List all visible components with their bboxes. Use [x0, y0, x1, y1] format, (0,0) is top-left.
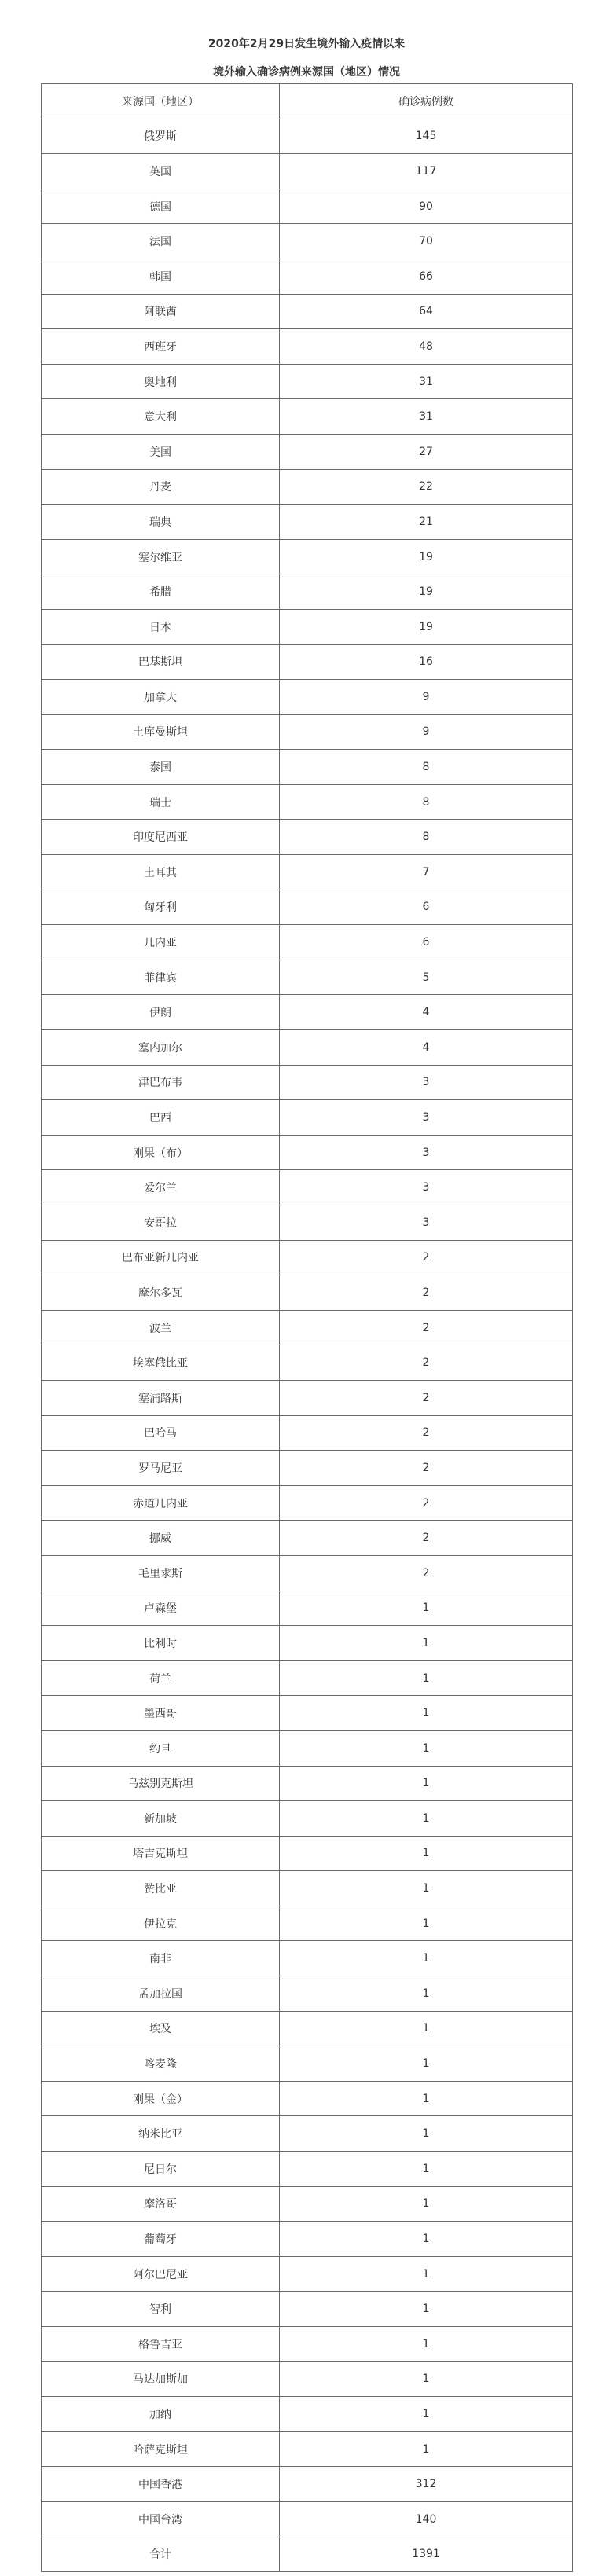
cases-cell: 1 — [280, 1696, 573, 1731]
cases-cell: 1 — [280, 1766, 573, 1801]
table-row — [42, 154, 573, 189]
country-cell: 加拿大 — [42, 680, 280, 715]
table-row — [42, 1240, 573, 1275]
table-row — [42, 1730, 573, 1766]
table-row — [42, 2081, 573, 2116]
table-row — [42, 2397, 573, 2432]
cases-cell: 2 — [280, 1485, 573, 1521]
cases-cell: 1 — [280, 2431, 573, 2467]
table-row — [42, 2116, 573, 2152]
source-country-table — [41, 83, 573, 2572]
country-cell: 南非 — [42, 1941, 280, 1976]
cases-cell: 1 — [280, 1941, 573, 1976]
table-body — [42, 119, 573, 2572]
cases-cell: 6 — [280, 890, 573, 925]
table-row — [42, 224, 573, 259]
country-cell: 几内亚 — [42, 925, 280, 960]
country-cell: 西班牙 — [42, 329, 280, 365]
country-cell: 赞比亚 — [42, 1871, 280, 1906]
table-row — [42, 1345, 573, 1381]
cases-cell: 5 — [280, 960, 573, 995]
table-row — [42, 750, 573, 785]
cases-cell: 1 — [280, 1801, 573, 1837]
cases-cell: 2 — [280, 1415, 573, 1451]
table-row — [42, 2292, 573, 2327]
cases-cell: 2 — [280, 1240, 573, 1275]
table-row — [42, 855, 573, 890]
table-row — [42, 2152, 573, 2187]
cases-cell: 1391 — [280, 2537, 573, 2572]
table-row — [42, 1521, 573, 1556]
table-row — [42, 2011, 573, 2046]
table-row — [42, 1906, 573, 1941]
table-row — [42, 1380, 573, 1415]
country-cell: 巴西 — [42, 1100, 280, 1136]
country-cell: 格鲁吉亚 — [42, 2327, 280, 2362]
table-row — [42, 2222, 573, 2257]
cases-cell: 2 — [280, 1555, 573, 1591]
cases-cell: 1 — [280, 2327, 573, 2362]
cases-cell: 117 — [280, 154, 573, 189]
cases-cell: 1 — [280, 2292, 573, 2327]
country-cell: 墨西哥 — [42, 1696, 280, 1731]
page-title: 2020年2月29日发生境外输入疫情以来 — [207, 38, 406, 50]
cases-cell: 1 — [280, 2046, 573, 2082]
table-row — [42, 2537, 573, 2572]
country-cell: 奥地利 — [42, 364, 280, 399]
country-cell: 丹麦 — [42, 469, 280, 505]
table-row — [42, 1170, 573, 1205]
cases-cell: 16 — [280, 644, 573, 680]
cases-cell: 19 — [280, 574, 573, 610]
country-cell: 瑞士 — [42, 784, 280, 820]
table-row — [42, 1836, 573, 1871]
table-row — [42, 1485, 573, 1521]
country-cell: 卢森堡 — [42, 1591, 280, 1626]
cases-cell: 2 — [280, 1275, 573, 1311]
country-cell: 阿尔巴尼亚 — [42, 2256, 280, 2292]
cases-cell: 1 — [280, 2081, 573, 2116]
country-cell: 日本 — [42, 609, 280, 644]
table-row — [42, 2431, 573, 2467]
country-cell: 土耳其 — [42, 855, 280, 890]
table-row — [42, 2501, 573, 2537]
table-row — [42, 960, 573, 995]
cases-cell: 66 — [280, 259, 573, 294]
country-cell: 塔吉克斯坦 — [42, 1836, 280, 1871]
table-row — [42, 329, 573, 365]
cases-cell: 2 — [280, 1345, 573, 1381]
country-cell: 合计 — [42, 2537, 280, 2572]
cases-cell: 3 — [280, 1065, 573, 1100]
cases-cell: 1 — [280, 2011, 573, 2046]
table-row — [42, 2467, 573, 2502]
cases-cell: 19 — [280, 609, 573, 644]
header-cases: 确诊病例数 — [280, 84, 573, 119]
table-row — [42, 1591, 573, 1626]
table-row — [42, 1451, 573, 1486]
country-cell: 刚果（金） — [42, 2081, 280, 2116]
table-row — [42, 1205, 573, 1241]
cases-cell: 1 — [280, 1836, 573, 1871]
country-cell: 希腊 — [42, 574, 280, 610]
country-cell: 新加坡 — [42, 1801, 280, 1837]
table-row — [42, 434, 573, 469]
table-row — [42, 1626, 573, 1661]
country-cell: 印度尼西亚 — [42, 820, 280, 855]
table-row — [42, 890, 573, 925]
country-cell: 哈萨克斯坦 — [42, 2431, 280, 2467]
table-row — [42, 820, 573, 855]
country-cell: 巴布亚新几内亚 — [42, 1240, 280, 1275]
country-cell: 塞浦路斯 — [42, 1380, 280, 1415]
cases-cell: 48 — [280, 329, 573, 365]
table-row — [42, 469, 573, 505]
cases-cell: 2 — [280, 1521, 573, 1556]
table-row — [42, 1065, 573, 1100]
cases-cell: 8 — [280, 750, 573, 785]
country-cell: 葡萄牙 — [42, 2222, 280, 2257]
table-row — [42, 680, 573, 715]
cases-cell: 1 — [280, 1976, 573, 2012]
country-cell: 泰国 — [42, 750, 280, 785]
cases-cell: 1 — [280, 2116, 573, 2152]
cases-cell: 2 — [280, 1380, 573, 1415]
table-row — [42, 2256, 573, 2292]
header-country: 来源国（地区） — [42, 84, 280, 119]
table-row — [42, 1100, 573, 1136]
country-cell: 孟加拉国 — [42, 1976, 280, 2012]
cases-cell: 3 — [280, 1170, 573, 1205]
cases-cell: 90 — [280, 189, 573, 224]
table-row — [42, 644, 573, 680]
table-header-row — [42, 84, 573, 119]
cases-cell: 27 — [280, 434, 573, 469]
table-row — [42, 364, 573, 399]
country-cell: 波兰 — [42, 1310, 280, 1345]
country-cell: 安哥拉 — [42, 1205, 280, 1241]
cases-cell: 2 — [280, 1310, 573, 1345]
table-row — [42, 1801, 573, 1837]
country-cell: 加纳 — [42, 2397, 280, 2432]
country-cell: 尼日尔 — [42, 2152, 280, 2187]
table-row — [42, 1310, 573, 1345]
table-row — [42, 2186, 573, 2222]
country-cell: 荷兰 — [42, 1660, 280, 1696]
country-cell: 塞尔维亚 — [42, 539, 280, 574]
cases-cell: 145 — [280, 119, 573, 154]
country-cell: 巴哈马 — [42, 1415, 280, 1451]
cases-cell: 9 — [280, 714, 573, 750]
cases-cell: 4 — [280, 1030, 573, 1066]
country-cell: 塞内加尔 — [42, 1030, 280, 1066]
table-row — [42, 925, 573, 960]
table-row — [42, 1660, 573, 1696]
country-cell: 比利时 — [42, 1626, 280, 1661]
country-cell: 伊拉克 — [42, 1906, 280, 1941]
country-cell: 爱尔兰 — [42, 1170, 280, 1205]
country-cell: 津巴布韦 — [42, 1065, 280, 1100]
country-cell: 赤道几内亚 — [42, 1485, 280, 1521]
country-cell: 乌兹别克斯坦 — [42, 1766, 280, 1801]
cases-cell: 1 — [280, 1626, 573, 1661]
cases-cell: 9 — [280, 680, 573, 715]
country-cell: 意大利 — [42, 399, 280, 435]
country-cell: 喀麦隆 — [42, 2046, 280, 2082]
table-row — [42, 1135, 573, 1170]
cases-cell: 21 — [280, 505, 573, 540]
country-cell: 俄罗斯 — [42, 119, 280, 154]
cases-cell: 70 — [280, 224, 573, 259]
table-row — [42, 1941, 573, 1976]
country-cell: 罗马尼亚 — [42, 1451, 280, 1486]
cases-cell: 8 — [280, 784, 573, 820]
table-row — [42, 294, 573, 329]
country-cell: 埃及 — [42, 2011, 280, 2046]
cases-cell: 7 — [280, 855, 573, 890]
table-row — [42, 1696, 573, 1731]
cases-cell: 1 — [280, 2256, 573, 2292]
country-cell: 摩尔多瓦 — [42, 1275, 280, 1311]
table-caption: 境外输入确诊病例来源国（地区）情况 — [213, 66, 400, 79]
table-row — [42, 609, 573, 644]
country-cell: 巴基斯坦 — [42, 644, 280, 680]
country-cell: 毛里求斯 — [42, 1555, 280, 1591]
country-cell: 约旦 — [42, 1730, 280, 1766]
country-cell: 中国香港 — [42, 2467, 280, 2502]
cases-cell: 3 — [280, 1205, 573, 1241]
cases-cell: 1 — [280, 1730, 573, 1766]
country-cell: 英国 — [42, 154, 280, 189]
cases-cell: 64 — [280, 294, 573, 329]
cases-cell: 1 — [280, 1906, 573, 1941]
table-row — [42, 2046, 573, 2082]
table-row — [42, 119, 573, 154]
table-row — [42, 1976, 573, 2012]
cases-cell: 2 — [280, 1451, 573, 1486]
table-row — [42, 714, 573, 750]
country-cell: 刚果（布） — [42, 1135, 280, 1170]
cases-cell: 1 — [280, 2361, 573, 2397]
table-row — [42, 259, 573, 294]
country-cell: 匈牙利 — [42, 890, 280, 925]
cases-cell: 31 — [280, 364, 573, 399]
cases-cell: 6 — [280, 925, 573, 960]
cases-cell: 1 — [280, 2186, 573, 2222]
cases-cell: 31 — [280, 399, 573, 435]
country-cell: 阿联酋 — [42, 294, 280, 329]
table-row — [42, 505, 573, 540]
country-cell: 德国 — [42, 189, 280, 224]
cases-cell: 4 — [280, 995, 573, 1030]
table-row — [42, 399, 573, 435]
country-cell: 纳米比亚 — [42, 2116, 280, 2152]
table-row — [42, 1766, 573, 1801]
cases-cell: 3 — [280, 1135, 573, 1170]
cases-cell: 312 — [280, 2467, 573, 2502]
table-row — [42, 1275, 573, 1311]
table-row — [42, 574, 573, 610]
table-row — [42, 189, 573, 224]
cases-cell: 3 — [280, 1100, 573, 1136]
table-row — [42, 995, 573, 1030]
table-row — [42, 784, 573, 820]
country-cell: 埃塞俄比亚 — [42, 1345, 280, 1381]
country-cell: 马达加斯加 — [42, 2361, 280, 2397]
country-cell: 法国 — [42, 224, 280, 259]
cases-cell: 1 — [280, 1871, 573, 1906]
cases-cell: 1 — [280, 2397, 573, 2432]
country-cell: 菲律宾 — [42, 960, 280, 995]
country-cell: 韩国 — [42, 259, 280, 294]
cases-cell: 1 — [280, 1591, 573, 1626]
cases-cell: 1 — [280, 2222, 573, 2257]
table-row — [42, 1415, 573, 1451]
country-cell: 美国 — [42, 434, 280, 469]
country-cell: 瑞典 — [42, 505, 280, 540]
cases-cell: 1 — [280, 1660, 573, 1696]
cases-cell: 140 — [280, 2501, 573, 2537]
country-cell: 智利 — [42, 2292, 280, 2327]
cases-cell: 19 — [280, 539, 573, 574]
country-cell: 挪威 — [42, 1521, 280, 1556]
country-cell: 中国台湾 — [42, 2501, 280, 2537]
table-row — [42, 539, 573, 574]
table-row — [42, 1555, 573, 1591]
table-row — [42, 1871, 573, 1906]
country-cell: 土库曼斯坦 — [42, 714, 280, 750]
country-cell: 伊朗 — [42, 995, 280, 1030]
table-row — [42, 2361, 573, 2397]
table-row — [42, 1030, 573, 1066]
cases-cell: 8 — [280, 820, 573, 855]
cases-cell: 22 — [280, 469, 573, 505]
cases-cell: 1 — [280, 2152, 573, 2187]
table-row — [42, 2327, 573, 2362]
country-cell: 摩洛哥 — [42, 2186, 280, 2222]
